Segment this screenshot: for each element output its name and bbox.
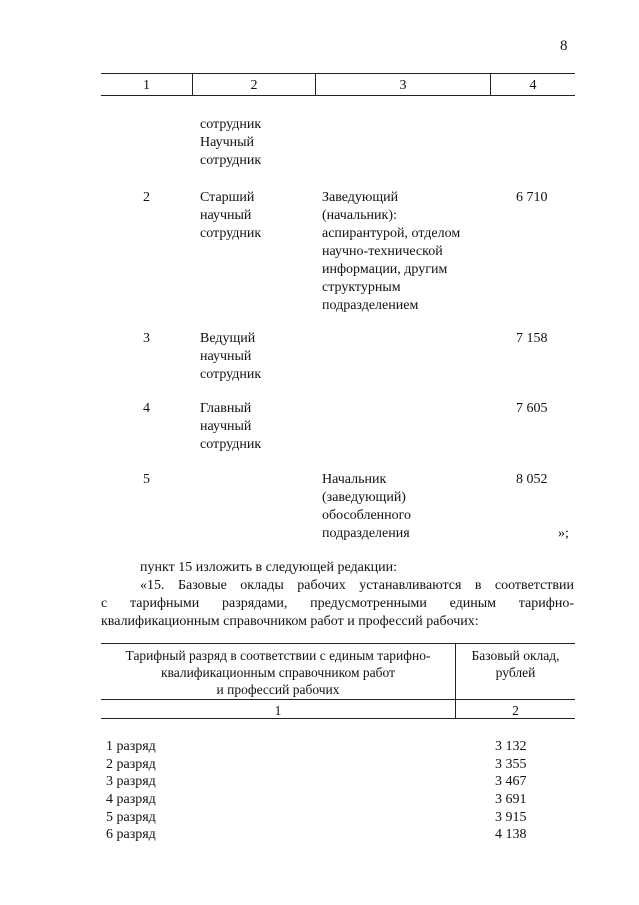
table1-row-position: Заведующий (начальник): аспирантурой, отделом научно-технической информации, другим структурным подразделением <box>322 190 461 313</box>
table2-grade: 2 разряд <box>106 757 156 772</box>
table1-row-title: Главный научный сотрудник <box>200 401 262 452</box>
table1-row-number: 2 <box>143 190 150 205</box>
table1-row-title: Ведущий научный сотрудник <box>200 331 262 382</box>
table1-row-number: 4 <box>143 401 150 416</box>
amendment-intro: пункт 15 изложить в следующей редакции: <box>140 560 397 575</box>
table2-grade: 3 разряд <box>106 774 156 789</box>
table2-salary: 3 915 <box>495 810 527 825</box>
table1-header-bottom-rule <box>101 95 575 96</box>
table1-col-header: 3 <box>399 78 407 93</box>
table2-salary: 3 355 <box>495 757 527 772</box>
table2-salary: 4 138 <box>495 827 527 842</box>
table2-salary: 3 691 <box>495 792 527 807</box>
paragraph-line: квалификационным справочником работ и профессий рабочих: <box>101 614 479 629</box>
table2-grade: 1 разряд <box>106 739 156 754</box>
table1-col-header: 2 <box>250 78 258 93</box>
table2-top-rule <box>101 643 575 644</box>
table1-row-salary: 7 158 <box>516 331 548 346</box>
table2-header-grade: Тарифный разряд в соответствии с единым тарифно- квалификационным справочником работ и профессий рабочих <box>125 648 431 697</box>
table2-header-salary: Базовый оклад, рублей <box>471 648 560 680</box>
table2-col-number: 2 <box>512 703 519 718</box>
table1-continuation-title: сотрудник Научный сотрудник <box>200 117 262 168</box>
paragraph-line: с тарифными разрядами, предусмотренными единым тарифно- <box>101 596 574 611</box>
table2-salary: 3 467 <box>495 774 527 789</box>
table1-row-salary: 8 052 <box>516 472 548 487</box>
table2-grade: 5 разряд <box>106 810 156 825</box>
table1-row-salary: 6 710 <box>516 190 548 205</box>
table1-top-rule <box>101 73 575 74</box>
page-number: 8 <box>560 38 568 54</box>
table1-row-salary: 7 605 <box>516 401 548 416</box>
table2-grade: 6 разряд <box>106 827 156 842</box>
table1-closing-mark: »; <box>558 526 569 541</box>
table2-col-number: 1 <box>274 703 282 718</box>
table1-row-title: Старший научный сотрудник <box>200 190 262 241</box>
table1-row-position: Начальник (заведующий) обособленного подразделения <box>322 472 412 541</box>
paragraph-line: «15. Базовые оклады рабочих устанавливаются в соответствии <box>140 578 574 593</box>
table1-row-number: 5 <box>143 472 150 487</box>
table2-salary: 3 132 <box>495 739 527 754</box>
table2-grade: 4 разряд <box>106 792 156 807</box>
table1-row-number: 3 <box>143 331 150 346</box>
table2-header-rule <box>101 699 575 700</box>
table1-col-header: 1 <box>143 78 150 93</box>
table1-col-header: 4 <box>529 78 537 93</box>
